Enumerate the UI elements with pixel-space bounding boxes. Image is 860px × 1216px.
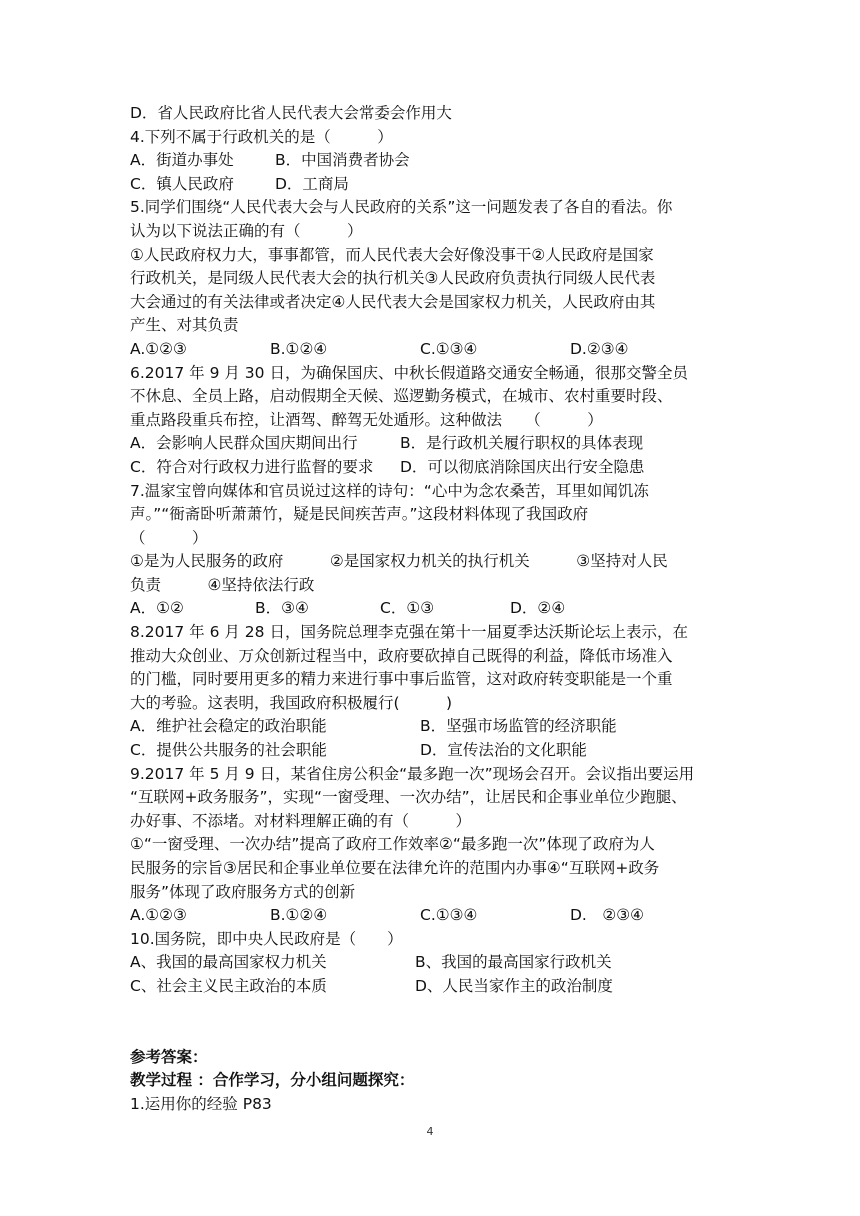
question-4: 4.下列不属于行政机关的是（ ） — [130, 127, 393, 146]
answer-item: 1.运用你的经验 P83 — [130, 1094, 272, 1113]
question-text: 推动大众创业、万众创新过程当中，政府要砍掉自己既得的利益，降低市场准入 — [130, 646, 673, 665]
option-c: C．①③ — [380, 599, 435, 618]
question-8-options-row2 — [130, 739, 730, 763]
answer-title: 参考答案： — [130, 1047, 208, 1066]
question-text: 的门槛，同时要用更多的精力来进行事中事后监管，这对政府转变职能是一个重 — [130, 670, 673, 689]
question-10: 10.国务院，即中央人民政府是（ ） — [130, 929, 403, 948]
question-text: 办好事、不添堵。对材料理解正确的有（ ） — [130, 811, 472, 830]
question-7: 7.温家宝曾向媒体和官员说过这样的诗句：“心中为念农桑苦，耳里如闻饥冻 — [130, 481, 649, 500]
question-text: 认为以下说法正确的有（ ） — [130, 221, 363, 240]
option-a: A、我国的最高国家权力机关 — [130, 953, 327, 972]
question-text: 重点路段重兵布控，让酒驾、醉驾无处遁形。这种做法 （ ） — [130, 410, 603, 429]
option-c: C.①③④ — [420, 339, 478, 358]
option-d: D．宣传法治的文化职能 — [420, 741, 587, 760]
question-text: ①人民政府权力大，事事都管，而人民代表大会好像没事干②人民政府是国家 — [130, 245, 654, 264]
option-a: A.①②③ — [130, 339, 187, 358]
question-text: ①是为人民服务的政府 ②是国家权力机关的执行机关 ③坚持对人民 — [130, 552, 668, 571]
option-b: B．中国消费者协会 — [275, 151, 410, 170]
question-text: ①“一窗受理、一次办结”提高了政府工作效率②“最多跑一次”体现了政府为人 — [130, 835, 655, 854]
option-b: B.①②④ — [270, 906, 328, 925]
option-a: A．维护社会稳定的政治职能 — [130, 717, 327, 736]
question-6-options-row1 — [130, 432, 730, 456]
option-d: D．②④ — [510, 599, 566, 618]
question-text: 大会通过的有关法律或者决定④人民代表大会是国家权力机关，人民政府由其 — [130, 292, 656, 311]
question-text: 大的考验。这表明，我国政府积极履行( ) — [130, 693, 453, 712]
option-c: C．提供公共服务的社会职能 — [130, 741, 327, 760]
question-4-options-row2 — [130, 173, 730, 197]
question-6-options-row2 — [130, 456, 730, 480]
spacer — [130, 999, 730, 1046]
page-number: 4 — [426, 1125, 434, 1138]
question-7-options — [130, 597, 730, 621]
option-d: D．工商局 — [275, 174, 349, 193]
option-c: C.①③④ — [420, 906, 478, 925]
question-6: 6.2017 年 9 月 30 日，为确保国庆、中秋长假道路交通安全畅通，很那交警全员 — [130, 363, 688, 382]
question-text: 负责 ④坚持依法行政 — [130, 575, 315, 594]
option-d: D. ②③④ — [570, 906, 645, 925]
option-c: C、社会主义民主政治的本质 — [130, 976, 327, 995]
option-b: B.①②④ — [270, 339, 328, 358]
option-d: D.②③④ — [570, 339, 629, 358]
question-10-options-row1 — [130, 951, 730, 975]
question-text: （ ） — [130, 528, 208, 547]
document-body — [130, 102, 730, 1116]
option-b: B．③④ — [255, 599, 309, 618]
option-a: A．会影响人民群众国庆期间出行 — [130, 434, 358, 453]
question-text: “互联网+政务服务”，实现“一窗受理、一次办结”，让居民和企事业单位少跑腿、 — [130, 788, 687, 807]
question-9: 9.2017 年 5 月 9 日，某省住房公积金“最多跑一次”现场会召开。会议指出要运用 — [130, 764, 695, 783]
question-text: 行政机关，是同级人民代表大会的执行机关③人民政府负责执行同级人民代表 — [130, 269, 656, 288]
answer-subtitle: 教学过程 ：合作学习，分小组问题探究： — [130, 1071, 415, 1090]
option-a: A.①②③ — [130, 906, 187, 925]
option-d: D．可以彻底消除国庆出行安全隐患 — [400, 457, 645, 476]
question-10-options-row2 — [130, 975, 730, 999]
question-5: 5.同学们围绕“人民代表大会与人民政府的关系”这一问题发表了各自的看法。你 — [130, 198, 673, 217]
question-5-options — [130, 338, 730, 362]
option-c: C．镇人民政府 — [130, 174, 234, 193]
question-text: 民服务的宗旨③居民和企事业单位要在法律允许的范围内办事④“互联网+政务 — [130, 859, 660, 877]
question-8-options-row1 — [130, 715, 730, 739]
option-b: B、我国的最高国家行政机关 — [415, 953, 612, 972]
option-b: B．是行政机关履行职权的具体表现 — [400, 434, 644, 453]
option-b: B．坚强市场监管的经济职能 — [420, 717, 617, 736]
question-8: 8.2017 年 6 月 28 日，国务院总理李克强在第十一届夏季达沃斯论坛上表示，在 — [130, 623, 688, 642]
option-c: C．符合对行政权力进行监督的要求 — [130, 457, 374, 476]
option-text: D．省人民政府比省人民代表大会常委会作用大 — [130, 104, 452, 122]
option-a: A．街道办事处 — [130, 151, 234, 170]
question-text: 不休息、全员上路，启动假期全天候、巡逻勤务模式，在城市、农村重要时段、 — [130, 387, 673, 406]
question-text: 产生、对其负责 — [130, 316, 239, 335]
option-d: D、人民当家作主的政治制度 — [415, 976, 613, 995]
question-4-options-row1 — [130, 149, 730, 173]
question-text: 声。”“衙斋卧听萧萧竹，疑是民间疾苦声。”这段材料体现了我国政府 — [130, 505, 589, 524]
question-9-options — [130, 904, 730, 928]
question-text: 服务”体现了政府服务方式的创新 — [130, 882, 356, 901]
option-a: A．①② — [130, 599, 184, 618]
